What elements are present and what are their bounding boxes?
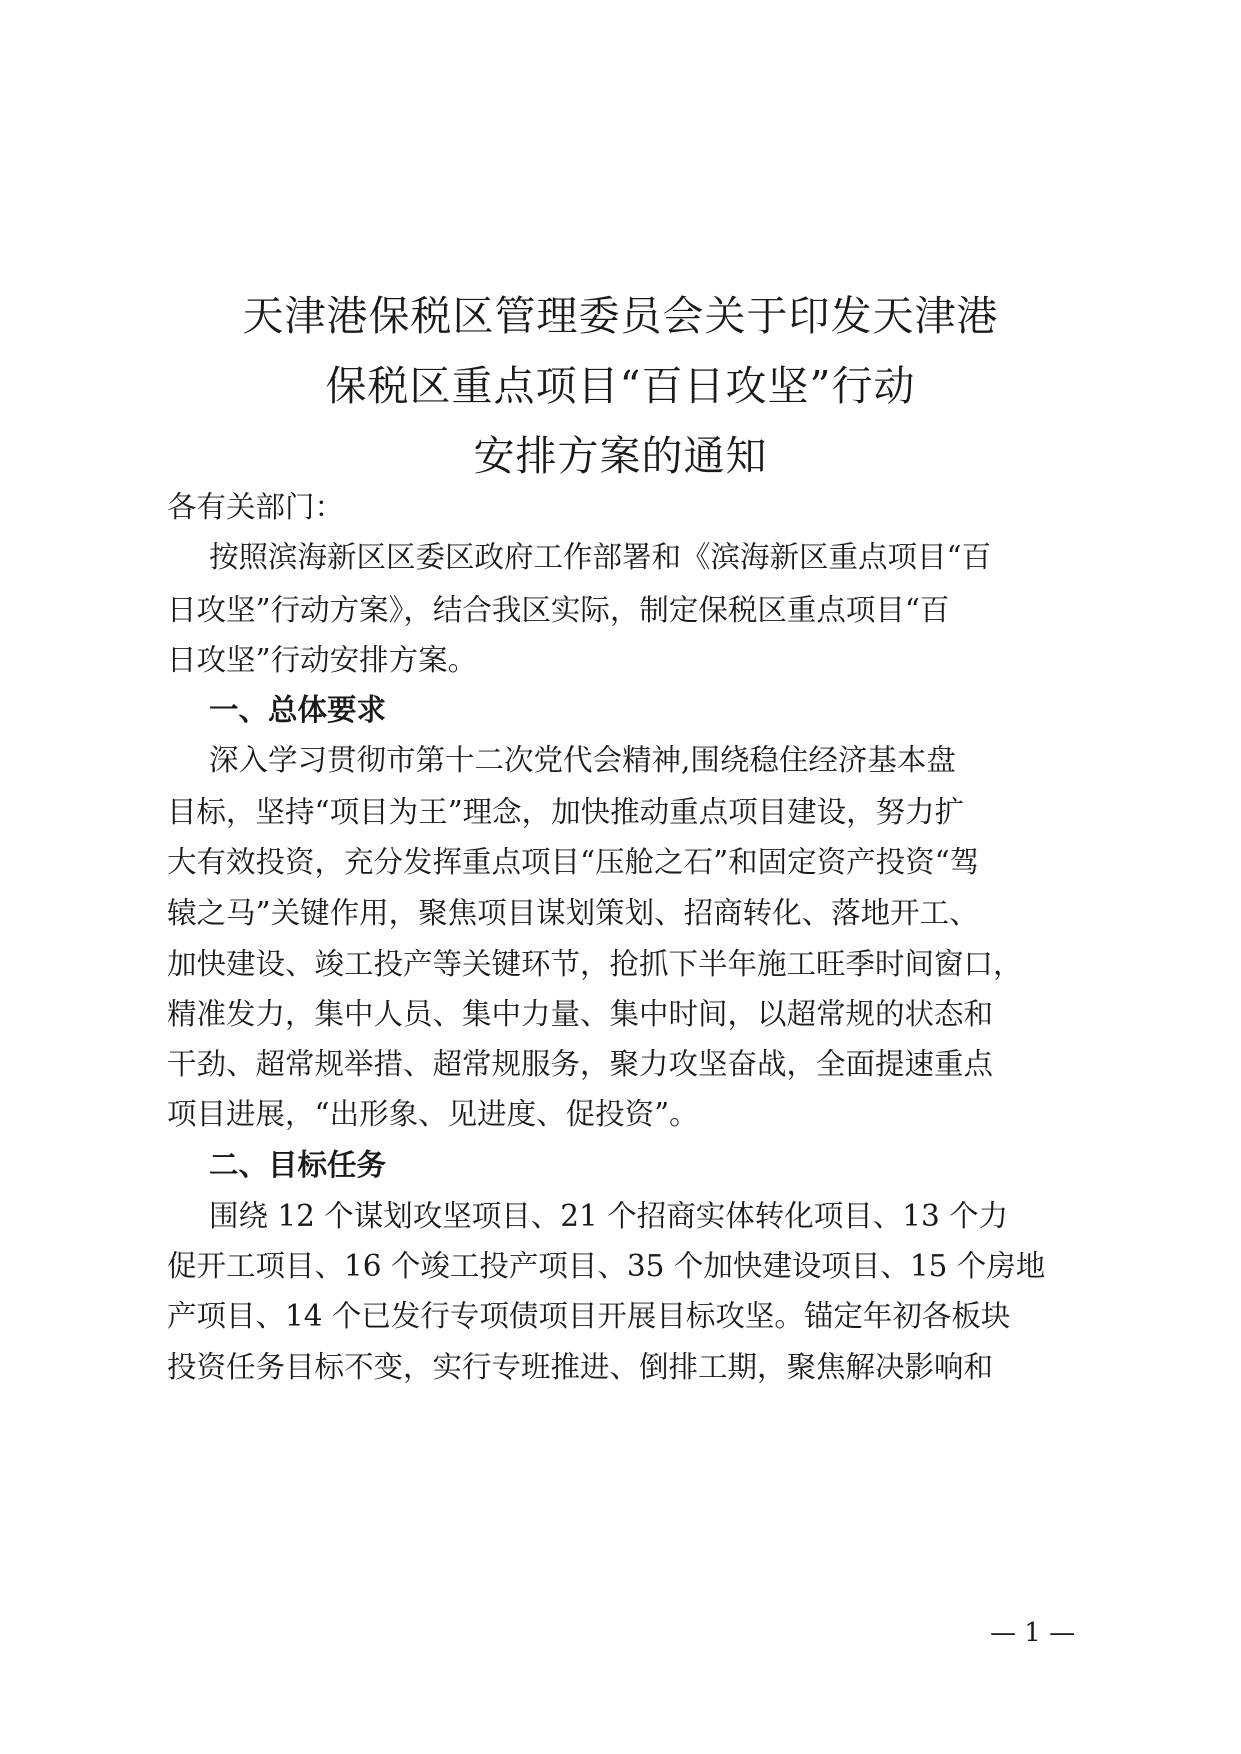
intro-line-2: 日攻坚”行动方案》，结合我区实际，制定保税区重点项目“百 [167, 593, 950, 627]
section-2-line-3: 产项目、14 个已发行专项债项目开展目标攻坚。锚定年初各板块 [167, 1299, 1011, 1333]
section-1-line-1: 深入学习贯彻市第十二次党代会精神,围绕稳住经济基本盘 [209, 743, 956, 777]
section-1-line-6: 精准发力，集中人员、集中力量、集中时间，以超常规的状态和 [167, 997, 994, 1031]
section-2-heading: 二、目标任务 [209, 1148, 387, 1182]
section-1-line-4: 辕之马”关键作用，聚焦项目谋划策划、招商转化、落地开工、 [167, 896, 979, 930]
document-title-line-3: 安排方案的通知 [473, 432, 768, 480]
intro-line-1: 按照滨海新区区委区政府工作部署和《滨海新区重点项目“百 [209, 540, 992, 574]
section-1-line-8: 项目进展，“出形象、见进度、促投资”。 [167, 1097, 699, 1131]
section-1-heading: 一、总体要求 [209, 693, 387, 727]
section-1-line-7: 干劲、超常规举措、超常规服务，聚力攻坚奋战，全面提速重点 [167, 1047, 994, 1081]
section-1-line-3: 大有效投资，充分发挥重点项目“压舱之石”和固定资产投资“驾 [167, 845, 980, 879]
document-title-line-2: 保税区重点项目“百日攻坚”行动 [325, 362, 916, 410]
section-2-line-2: 促开工项目、16 个竣工投产项目、35 个加快建设项目、15 个房地 [167, 1249, 1046, 1283]
section-1-line-2: 目标，坚持“项目为王”理念，加快推动重点项目建设，努力扩 [167, 795, 965, 829]
salutation: 各有关部门： [167, 490, 345, 524]
page-number: — 1 — [990, 1618, 1076, 1648]
document-title-line-1: 天津港保税区管理委员会关于印发天津港 [242, 292, 999, 340]
section-2-line-4: 投资任务目标不变，实行专班推进、倒排工期，聚焦解决影响和 [167, 1350, 994, 1384]
section-2-line-1: 围绕 12 个谋划攻坚项目、21 个招商实体转化项目、13 个力 [209, 1199, 1009, 1233]
intro-line-3: 日攻坚”行动安排方案。 [167, 643, 478, 677]
section-1-line-5: 加快建设、竣工投产等关键环节，抢抓下半年施工旺季时间窗口， [167, 947, 1023, 981]
